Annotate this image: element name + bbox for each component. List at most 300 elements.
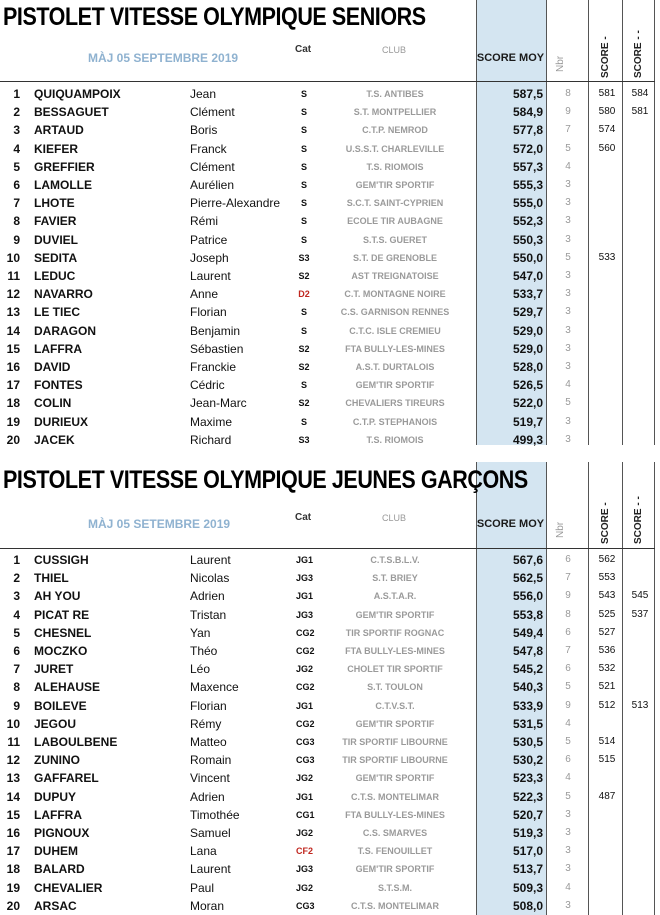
nbr-count: 3	[565, 306, 571, 318]
category: JG2	[296, 882, 314, 893]
club-name: C.T.S. MONTELIMAR	[351, 900, 439, 911]
club-name: TIR SPORTIF LIBOURNE	[342, 755, 448, 766]
club-name: TIR SPORTIF ROGNAC	[345, 627, 445, 638]
first-name: Tristan	[190, 607, 227, 622]
table-row	[0, 788, 660, 806]
first-name: Boris	[190, 123, 218, 138]
table-row	[0, 806, 660, 824]
nbr-count: 4	[565, 160, 571, 172]
first-name: Patrice	[190, 232, 228, 247]
score-moy: 531,5	[512, 716, 543, 731]
first-name: Laurent	[190, 862, 231, 877]
club-name: S.T. DE GRENOBLE	[352, 252, 437, 263]
last-name: CHESNEL	[34, 625, 92, 640]
category: S	[300, 416, 307, 427]
table-row	[0, 769, 660, 787]
score-1: 581	[598, 88, 616, 99]
club-name: CHEVALIERS TIREURS	[345, 398, 445, 409]
last-name: PICAT RE	[34, 607, 90, 622]
last-name: ZUNINO	[34, 753, 80, 768]
table-row	[0, 842, 660, 860]
first-name: Vincent	[190, 771, 230, 786]
category: S	[300, 380, 307, 391]
first-name: Nicolas	[190, 571, 230, 586]
table-row	[0, 303, 660, 321]
club-name: U.S.S.T. CHARLEVILLE	[345, 143, 445, 154]
rank-cell: 19	[6, 880, 20, 895]
table-row	[0, 678, 660, 696]
category: JG2	[296, 828, 314, 838]
score-1: 562	[598, 554, 616, 565]
rank-cell: 1	[13, 87, 20, 101]
last-name: LAFFRA	[34, 807, 82, 822]
last-name: CHEVALIER	[34, 880, 103, 895]
score-moy: 587,5	[512, 87, 543, 101]
club-name: S.C.T. SAINT-CYPRIEN	[346, 198, 444, 209]
section-jeunes-garcons	[0, 462, 660, 915]
last-name: THIEL	[34, 571, 69, 586]
nbr-count: 3	[565, 179, 571, 190]
last-name: LE TIEC	[34, 305, 81, 320]
category: JG1	[296, 591, 314, 602]
table-row	[0, 624, 660, 642]
last-name: CUSSIGH	[34, 553, 89, 567]
category: S3	[298, 252, 310, 263]
first-name: Rémi	[190, 214, 219, 229]
nbr-count: 3	[565, 808, 571, 820]
score-moy: 520,7	[512, 807, 543, 822]
nbr-count: 6	[565, 754, 571, 766]
first-name: Samuel	[190, 826, 231, 840]
table-row	[0, 340, 660, 358]
header-club: CLUB	[382, 513, 407, 523]
club-name: FTA BULLY-LES-MINES	[345, 343, 445, 354]
first-name: Cédric	[190, 378, 225, 393]
club-name: TIR SPORTIF LIBOURNE	[342, 737, 448, 747]
nbr-count: 5	[565, 681, 571, 693]
first-name: Clément	[190, 105, 235, 120]
header-nbr: Nbr	[555, 521, 566, 538]
last-name: GAFFAREL	[34, 771, 99, 786]
rank-cell: 12	[6, 287, 20, 302]
club-name: GEM'TIR SPORTIF	[355, 180, 435, 190]
header-score-1: SCORE -	[600, 36, 611, 78]
last-name: KIEFER	[34, 141, 79, 156]
club-name: CHOLET TIR SPORTIF	[347, 664, 443, 675]
table-row	[0, 140, 660, 158]
score-moy: 523,3	[512, 771, 543, 786]
category: JG3	[296, 573, 314, 584]
club-name: T.S. FENOUILLET	[357, 846, 433, 857]
rank-cell: 9	[13, 698, 20, 713]
table-row	[0, 569, 660, 587]
score-1: 533	[598, 251, 616, 263]
category: S	[300, 143, 307, 154]
club-name: C.T.V.S.T.	[375, 700, 415, 711]
nbr-count: 3	[565, 233, 571, 245]
category: S2	[298, 271, 310, 281]
first-name: Matteo	[190, 735, 227, 749]
score-moy: 540,3	[512, 680, 543, 695]
first-name: Lana	[190, 844, 217, 859]
last-name: BESSAGUET	[34, 105, 109, 120]
last-name: SEDITA	[34, 250, 78, 265]
score-moy: 556,0	[512, 589, 543, 604]
table-row	[0, 642, 660, 660]
club-name: S.T. MONTPELLIER	[353, 107, 437, 118]
category: S	[300, 325, 307, 336]
score-moy: 530,5	[512, 735, 543, 749]
score-moy: 567,6	[512, 553, 543, 567]
score-moy: 547,8	[512, 644, 543, 658]
nbr-count: 3	[565, 433, 571, 445]
rank-cell: 5	[13, 625, 20, 640]
score-moy: 513,7	[512, 862, 543, 877]
last-name: LEDUC	[34, 269, 76, 283]
category: JG3	[296, 864, 314, 875]
nbr-count: 6	[565, 554, 571, 565]
category: S3	[298, 434, 310, 445]
nbr-count: 5	[565, 397, 571, 409]
table-row	[0, 824, 660, 842]
rank-cell: 4	[13, 141, 20, 156]
first-name: Franck	[190, 141, 227, 156]
score-1: 512	[598, 699, 616, 711]
table-row	[0, 751, 660, 769]
rank-cell: 18	[6, 862, 20, 877]
score-moy: 545,2	[512, 662, 543, 677]
last-name: ALEHAUSE	[34, 680, 101, 695]
first-name: Aurélien	[190, 178, 235, 192]
category: S	[300, 161, 307, 172]
rank-cell: 17	[6, 844, 20, 859]
first-name: Clément	[190, 159, 235, 174]
rank-cell: 10	[6, 250, 20, 265]
last-name: ARSAC	[34, 898, 77, 913]
score-moy: 555,3	[512, 178, 543, 192]
score-moy: 584,9	[512, 105, 543, 120]
last-name: DUHEM	[34, 844, 78, 859]
rank-cell: 14	[6, 323, 20, 338]
rank-cell: 8	[13, 214, 20, 229]
last-name: BALARD	[34, 862, 85, 877]
score-2: 581	[631, 106, 649, 118]
first-name: Joseph	[190, 250, 229, 265]
club-name: C.T.P. STEPHANOIS	[352, 416, 438, 427]
nbr-count: 9	[565, 590, 571, 602]
table-row	[0, 660, 660, 678]
club-name: T.S. ANTIBES	[366, 89, 424, 99]
table-row	[0, 394, 660, 412]
club-name: GEM'TIR SPORTIF	[355, 864, 435, 875]
score-moy: 528,0	[512, 360, 543, 374]
score-1: 527	[598, 626, 616, 638]
table-row	[0, 194, 660, 212]
nbr-count: 3	[565, 361, 571, 372]
rank-cell: 15	[6, 341, 20, 356]
club-name: C.S. SMARVES	[362, 828, 428, 838]
table-row	[0, 733, 660, 751]
score-moy: 550,0	[512, 250, 543, 265]
score-1: 514	[598, 736, 616, 747]
nbr-count: 7	[565, 645, 571, 656]
rank-cell: 13	[6, 305, 20, 320]
category: JG1	[296, 791, 314, 802]
nbr-count: 9	[565, 699, 571, 711]
score-moy: 530,2	[512, 753, 543, 768]
rank-cell: 6	[13, 644, 20, 658]
first-name: Léo	[190, 662, 211, 677]
header-score-1: SCORE -	[600, 502, 611, 544]
score-2: 537	[631, 608, 649, 620]
table-row	[0, 413, 660, 431]
first-name: Laurent	[190, 553, 231, 567]
nbr-count: 3	[565, 415, 571, 427]
nbr-count: 5	[565, 790, 571, 802]
club-name: C.T.S.B.L.V.	[370, 555, 420, 565]
table-row	[0, 267, 660, 285]
rank-cell: 11	[7, 735, 20, 749]
first-name: Adrien	[190, 589, 225, 604]
first-name: Théo	[190, 644, 218, 658]
score-moy: 572,0	[512, 141, 543, 156]
last-name: GREFFIER	[34, 159, 95, 174]
club-name: C.T.P. NEMROD	[362, 125, 428, 136]
rank-cell: 10	[6, 716, 20, 731]
rank-cell: 7	[13, 196, 20, 211]
header-cat: Cat	[295, 44, 312, 55]
first-name: Rémy	[190, 716, 222, 731]
nbr-count: 3	[565, 899, 571, 911]
score-1: 487	[598, 790, 616, 802]
first-name: Jean-Marc	[190, 396, 247, 411]
category: S	[300, 125, 307, 136]
club-name: GEM'TIR SPORTIF	[355, 718, 435, 729]
last-name: FONTES	[34, 378, 83, 393]
score-2: 513	[631, 699, 649, 711]
header-rule	[0, 548, 655, 549]
nbr-count: 3	[565, 863, 571, 875]
last-name: AH YOU	[34, 589, 81, 604]
nbr-count: 7	[565, 124, 571, 136]
last-name: DARAGON	[34, 323, 96, 338]
category: JG2	[296, 664, 314, 675]
score-1: 515	[598, 754, 616, 766]
score-moy: 499,3	[512, 432, 543, 447]
score-moy: 555,0	[512, 196, 543, 211]
score-moy: 550,3	[512, 232, 543, 247]
score-1: 580	[598, 106, 616, 118]
rank-cell: 1	[13, 553, 20, 567]
table-row	[0, 715, 660, 733]
club-name: GEM'TIR SPORTIF	[355, 380, 435, 391]
last-name: PIGNOUX	[34, 826, 90, 840]
first-name: Maxence	[190, 680, 239, 695]
nbr-count: 6	[565, 663, 571, 675]
last-name: NAVARRO	[34, 287, 93, 302]
nbr-count: 4	[565, 379, 571, 391]
category: S	[300, 216, 307, 227]
rank-cell: 9	[13, 232, 20, 247]
club-name: FTA BULLY-LES-MINES	[345, 809, 445, 820]
first-name: Franckie	[190, 360, 237, 374]
score-moy: 519,3	[512, 826, 543, 840]
score-moy: 547,0	[512, 269, 543, 283]
last-name: LHOTE	[34, 196, 75, 211]
score-moy: 549,4	[512, 625, 543, 640]
last-name: JEGOU	[34, 716, 77, 731]
score-1: 574	[598, 124, 616, 136]
table-row	[0, 606, 660, 624]
header-score-2: SCORE - -	[633, 30, 644, 78]
rank-cell: 7	[13, 662, 20, 677]
table-row	[0, 358, 660, 376]
club-name: GEM'TIR SPORTIF	[355, 773, 435, 784]
last-name: DUVIEL	[34, 232, 79, 247]
last-name: DURIEUX	[34, 414, 89, 429]
score-moy: 517,0	[512, 844, 543, 859]
last-name: LABOULBENE	[34, 735, 118, 749]
category: S2	[298, 343, 310, 354]
score-1: 536	[598, 645, 616, 656]
club-name: GEM'TIR SPORTIF	[355, 609, 435, 620]
first-name: Timothée	[190, 807, 240, 822]
club-name: S.T. TOULON	[367, 682, 423, 693]
first-name: Sébastien	[190, 341, 244, 356]
club-name: C.T. MONTAGNE NOIRE	[344, 289, 446, 300]
rank-cell: 2	[13, 105, 20, 120]
category: CG2	[296, 682, 315, 693]
club-name: S.T.S. GUERET	[362, 234, 427, 245]
club-name: A.S.T.A.R.	[373, 591, 417, 602]
club-name: S.T.S.M.	[377, 882, 412, 893]
score-1: 553	[598, 572, 616, 584]
first-name: Florian	[190, 698, 227, 713]
table-row	[0, 249, 660, 267]
header-cat: Cat	[295, 512, 312, 523]
update-date: MÀJ 05 SEPTEMBRE 2019	[88, 51, 239, 65]
first-name: Pierre-Alexandre	[190, 196, 281, 211]
rank-cell: 5	[13, 159, 20, 174]
last-name: LAFFRA	[34, 341, 82, 356]
table-row	[0, 697, 660, 715]
category: JG1	[296, 555, 314, 565]
last-name: DUPUY	[34, 789, 77, 804]
category: S	[300, 180, 307, 190]
rank-cell: 18	[6, 396, 20, 411]
nbr-count: 3	[565, 342, 571, 354]
category: JG1	[296, 700, 314, 711]
last-name: LAMOLLE	[34, 178, 92, 192]
score-moy: 526,5	[512, 378, 543, 393]
last-name: COLIN	[34, 396, 72, 411]
nbr-count: 8	[565, 608, 571, 620]
rank-cell: 3	[13, 589, 20, 604]
rank-cell: 8	[13, 680, 20, 695]
category: S	[300, 107, 307, 118]
table-row	[0, 897, 660, 915]
last-name: DAVID	[34, 360, 71, 374]
club-name: T.S. RIOMOIS	[366, 161, 424, 172]
score-2: 584	[631, 88, 649, 99]
nbr-count: 5	[565, 142, 571, 154]
rank-cell: 14	[6, 789, 20, 804]
rank-cell: 11	[7, 269, 20, 283]
table-row	[0, 879, 660, 897]
last-name: BOILEVE	[34, 698, 87, 713]
category: CG2	[296, 646, 315, 656]
rank-cell: 6	[13, 178, 20, 192]
score-moy: 519,7	[512, 414, 543, 429]
table-row	[0, 587, 660, 605]
table-row	[0, 158, 660, 176]
category: CG2	[296, 718, 315, 729]
category: CG3	[296, 900, 315, 911]
last-name: FAVIER	[34, 214, 77, 229]
score-moy: 529,0	[512, 323, 543, 338]
score-1: 521	[598, 681, 616, 693]
category: JG3	[296, 609, 314, 620]
score-moy: 522,0	[512, 396, 543, 411]
score-moy: 509,3	[512, 880, 543, 895]
club-name: AST TREIGNATOISE	[351, 271, 439, 281]
nbr-count: 9	[565, 106, 571, 118]
first-name: Maxime	[190, 414, 233, 429]
nbr-count: 3	[565, 197, 571, 209]
category: S	[300, 89, 307, 99]
club-name: FTA BULLY-LES-MINES	[345, 646, 445, 656]
nbr-count: 4	[565, 772, 571, 784]
category: S	[300, 307, 307, 318]
nbr-count: 3	[565, 845, 571, 857]
last-name: JACEK	[34, 432, 75, 447]
first-name: Romain	[190, 753, 232, 768]
rank-cell: 3	[13, 123, 20, 138]
table-row	[0, 285, 660, 303]
first-name: Benjamin	[190, 323, 241, 338]
first-name: Laurent	[190, 269, 231, 283]
first-name: Anne	[190, 287, 219, 302]
club-name: C.T.C. ISLE CREMIEU	[349, 325, 441, 336]
category: D2	[298, 289, 310, 300]
table-row	[0, 231, 660, 249]
rank-cell: 15	[6, 807, 20, 822]
header-score-moy: SCORE MOY	[476, 52, 545, 64]
section-title: PISTOLET VITESSE OLYMPIQUE JEUNES GARÇONS	[3, 466, 528, 494]
score-2: 545	[631, 590, 649, 602]
header-score-moy: SCORE MOY	[476, 518, 545, 530]
table-row	[0, 376, 660, 394]
rank-cell: 12	[6, 753, 20, 768]
category: CG2	[296, 627, 315, 638]
score-moy: 533,9	[512, 698, 543, 713]
table-row	[0, 85, 660, 103]
first-name: Paul	[190, 880, 215, 895]
rank-cell: 19	[6, 414, 20, 429]
club-name: T.S. RIOMOIS	[366, 434, 424, 445]
score-moy: 522,3	[512, 789, 543, 804]
header-rule	[0, 81, 655, 82]
nbr-count: 3	[565, 827, 571, 838]
club-name: C.S. GARNISON RENNES	[340, 307, 450, 318]
last-name: QUIQUAMPOIX	[34, 87, 121, 101]
nbr-count: 4	[565, 881, 571, 893]
nbr-count: 6	[565, 626, 571, 638]
club-name: S.T. BRIEY	[372, 573, 418, 584]
score-moy: 562,5	[512, 571, 543, 586]
table-row	[0, 431, 660, 449]
category: CG3	[296, 755, 315, 766]
